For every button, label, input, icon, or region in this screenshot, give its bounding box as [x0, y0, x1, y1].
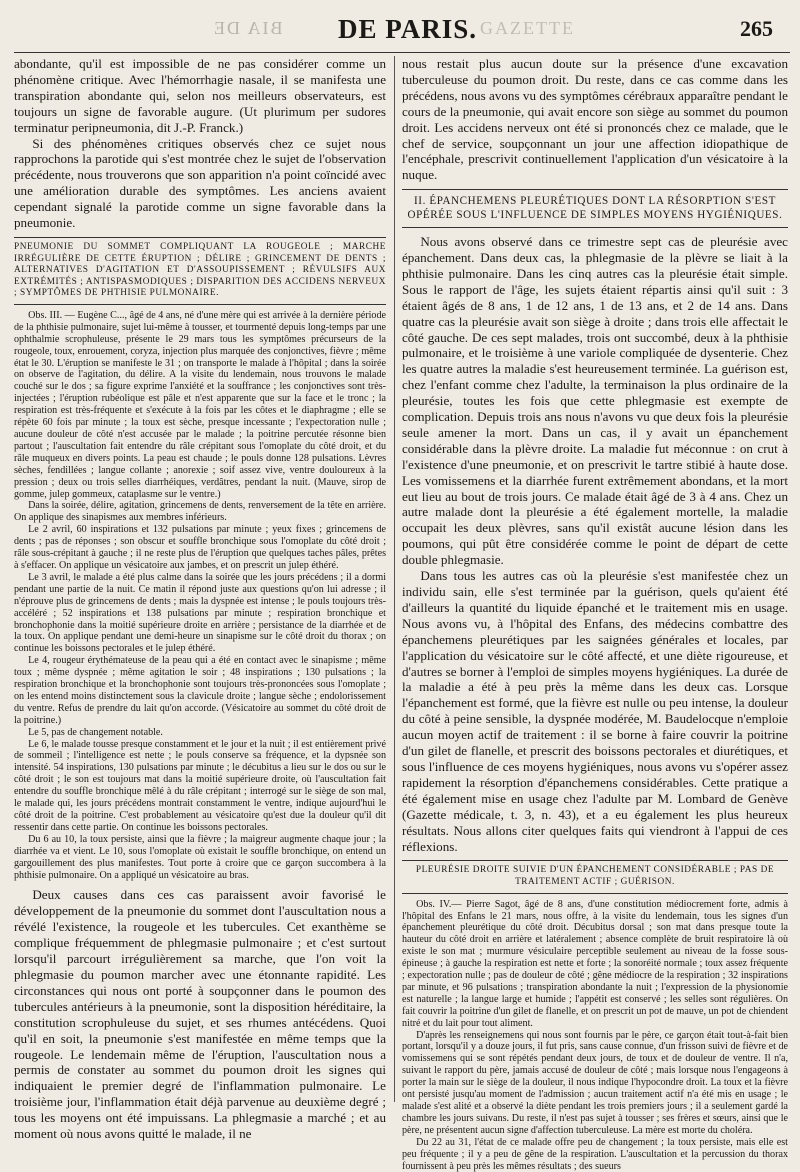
bleed-through-text-left: BIA DE — [212, 18, 283, 38]
case-heading: PNEUMONIE DU SOMMET COMPLIQUANT LA ROUGEOLE ; MARCHE IRRÉGULIÈRE DE CETTE ÉRUPTION ; DÉLIRE ; GRINCEMENT DE DENTS ; ALTERNATIVES D'AGITATION ET D'ASSOUPISSEMENT ; RÉVULSIFS AUX EXTRÉMITÉS ; ANTISPASMODIQUES ; DISPARITION DES ACCIDENS NERVEUX ; SYMPTÔMES DE PHTHISIE PULMONAIRE. — [14, 241, 386, 299]
case-paragraph: Le 3 avril, le malade a été plus calme dans la soirée que les jours précédens ; il a dormi pendant une partie de la nuit. Ce matin il répond juste aux questions qu'on lui adresse ; il n'éprouve plus de grincemens de dents ; mais la dyspnée est intense ; le pouls toujours très-accéléré ; 52 inspirations et 138 pulsations par minute ; respiration bronchique et bronchophonie dans la moitié supérieure droite en arrière ; persistance de la diarrhée et de la toux. On applique pendant une demi-heure un sinapisme sur le côté droit du thorax ; on continue les boissons pectorales et le julep éthéré. — [14, 571, 386, 655]
paragraph: Nous avons observé dans ce trimestre sept cas de pleurésie avec épanchement. Dans deux cas, la phlegmasie de la plèvre se liait à la phthisie pulmonaire. Dans les cinq autres cas la pleurésie était simple. Sous le rapport de l'âge, les sujets étaient répartis ainsi qu'il suit : 3 étaient âgés de 8 ans, 1 de 12 ans, 1 de 13 ans, et 2 de 14 ans. Dans quatre cas la pleurésie avait son siège à droite ; dans trois elle affectait le côté gauche. De ces sept malades, trois ont succombé, deux à la phthisie pulmonaire, et le troisième à une variole compliquée de dysenterie. Chez les quatre autres la maladie s'est heureusement terminée. La guérison est, chez l'enfant comme chez l'adulte, la terminaison la plus ordinaire de la pleurésie, toutes les fois que cette phlegmasie est exempte de complication. Depuis trois ans nous n'avons vu que deux fois la pleurésie seule amener la mort. Dans un cas, il y avait un épanchement considérable dans la plèvre droite. La maladie fut méconnue : on crut à l'existence d'une pneumonie, et on prescrivit le tartre stibié à haute dose. Les vomissemens et la diarrhée furent extrêmement abondans, et la mort eut lieu au bout de trois jours. Ce malade était âgé de 3 à 4 ans. Chez un autre malade dont la pleurésie a été également mortelle, la maladie occupait les deux plèvres, sans qu'il existât aucune lésion dans les poumons, qui pût être considérée comme le point de départ de cette double phlegmasie. — [402, 234, 788, 568]
case-paragraph: Le 4, rougeur érythémateuse de la peau qui a été en contact avec le sinapisme ; même toux ; même dyspnée ; même agitation le soir ; 48 inspirations ; 130 pulsations ; la respiration bronchique et la bronchophonie sont toujours très-prononcées sous l'omoplate ; on les entend moins distinctement sous la clavicule droite ; langue sèche ; endolorissement du ventre. Refus de prendre du lait qu'on accorde. (Vésicatoire au sommet du côté droit de la poitrine.) — [14, 655, 386, 726]
section-rule — [402, 893, 788, 894]
section-heading: II. ÉPANCHEMENS PLEURÉTIQUES DONT LA RÉSORPTION S'EST OPÉRÉE SOUS L'INFLUENCE DE SIMPLES MOYENS HYGIÉNIQUES. — [407, 195, 783, 221]
case-paragraph: Dans la soirée, délire, agitation, grincemens de dents, renversement de la tête en arrière. On applique des sinapismes aux membres inférieurs. — [14, 500, 386, 524]
section-rule — [14, 237, 386, 238]
case-paragraph: Le 6, le malade tousse presque constamment et le jour et la nuit ; il est entièrement privé de sommeil ; l'intelligence est nette ; le pouls conserve sa fréquence, et la dypsnée son intensité. 54 inspirations, 130 pulsations par minute ; le décubitus a lieu sur le dos ou sur le côté droit ; le son est toujours mat dans la moitié supérieure droite, où l'auscultation fait entendre du souffle bronchique mêlé à du râle crépitant ; interrogé sur le siège de son mal, le malade qui, les jours précédens montrait constamment le ventre, indique aujourd'hui le côté droit de la poitrine. C'est probablement au vésicatoire qu'est due la douleur qu'il dit ressentir dans cette partie. On continue les boissons pectorales. — [14, 738, 386, 833]
page-number: 265 — [740, 16, 773, 41]
section-rule — [402, 227, 788, 228]
section-rule — [14, 304, 386, 305]
page-header — [0, 6, 800, 46]
case-heading: PLEURÉSIE DROITE SUIVIE D'UN ÉPANCHEMENT CONSIDÉRABLE ; PAS DE TRAITEMENT ACTIF ; GUÉRISON. — [415, 865, 775, 887]
section-rule — [402, 189, 788, 190]
left-column — [14, 56, 386, 1142]
case-paragraph: Le 5, pas de changement notable. — [28, 726, 163, 738]
case-paragraph: Du 22 au 31, l'état de ce malade offre peu de changement ; la toux persiste, mais elle est peu fréquente ; il y a peu de gêne de la respiration. L'auscultation et la percussion du thorax fournissent à peu près les mêmes résultats ; des sueurs — [402, 1136, 788, 1172]
running-title: DE PARIS. — [338, 14, 478, 44]
case-paragraph: D'après les renseignemens qui nous sont fournis par le père, ce garçon était tout-à-fait bien portant, lorsqu'il y a douze jours, il fut pris, sans cause connue, d'un frisson suivi de fièvre et de vomissemens qui se sont répétés pendant deux jours, de toux et de douleur de ventre. Il n'a, suivant le rapport du père, jamais accusé de douleur de côté ; mais lorsque nous l'engageons à porter la main sur le siège de la douleur, il nous indique l'hypocondre droit. La toux et la fièvre ont persisté jusqu'au moment de l'admission ; aucun traitement actif n'a été mis en usage ; le malade s'est alité et a observé la diète pendant les trois premiers jours ; il a seulement gardé la chambre les jours suivans. Du reste, il n'est pas sujet à tousser ; ses frères et sœurs, ainsi que le père, ne présentent aucun signe d'affection tuberculeuse. La mère est morte du choléra. — [402, 1029, 788, 1136]
right-column — [402, 56, 788, 1172]
case-paragraph: Obs. III. — Eugène C..., âgé de 4 ans, né d'une mère qui est arrivée à la dernière période de la phthisie pulmonaire, sujet lui-même à tousser, et tourmenté depuis long-temps par une ophthalmie scrophuleuse, présente le 29 mars tous les symptômes précurseurs de la rougeole, toux, enrouement, coryza, injection plus marquée des conjonctives, fièvre ; même état le 30. L'éruption se manifeste le 31 ; on transporte le malade à l'hôpital ; dans la soirée on observe de l'agitation, du délire. A la visite du lendemain, nous trouvons le malade couché sur le dos ; sa figure exprime l'anxiété et la souffrance ; les conjonctives sont très-injectées ; l'éruption rubéolique est pâle et n'est apparente que sur la face et le tronc ; la respiration est très-fréquente et s'exécute à la fois par les côtes et le diaphragme ; elle se répète 60 fois par minute ; la toux est sèche, presque incessante ; l'expectoration nulle ; aucune douleur de côté n'est accusée par le malade ; la poitrine percutée résonne bien partout ; l'auscultation fait entendre du râle crépitant sous l'omoplate du côté droit, et du râle muqueux en divers points. La peau est chaude ; le pouls donne 128 pulsations. Lèvres sèches, fendillées ; langue collante ; anorexie ; soif assez vive, ventre douloureux à la pression ; deux ou trois selles diarrhéiques, verdâtres, pendant la nuit. (Mauve, sirop de gomme, julep gommeux, cataplasme sur le ventre.) — [14, 309, 386, 500]
paragraph: nous restait plus aucun doute sur la présence d'une excavation tuberculeuse du poumon droit. Du reste, dans ce cas comme dans les précédens, nous avons vu des symptômes cérébraux apparaître pendant le cours de la pneumonie, qui avait encore son siège au sommet du poumon droit. Les accidens nerveux ont été si prononcés chez ce malade, que le chef de service, soupçonnant un jour une affection idiopathique de l'encéphale, prescrivit continuellement l'application d'un vésicatoire à la nuque. — [402, 56, 788, 183]
header-rule — [14, 52, 790, 53]
paragraph: Dans tous les autres cas où la pleurésie s'est manifestée chez un individu sain, elle s'est terminée par la guérison, quels qu'aient été d'ailleurs la quantité du liquide épanché et le traitement mis en usage. Nous avons vu, à l'hôpital des Enfans, des médecins combattre des épanchemens pleurétiques par les saignées générales et locales, par l'application du vésicatoire sur le côté affecté, et une diète rigoureuse, et d'autres se borner à l'emploi de simples moyens hygiéniques. La durée de la maladie a été à peu près la même dans les deux cas. Lorsque l'épanchement est formé, que la fièvre est nulle ou peu intense, la douleur du côté à peine sensible, la dyspnée modérée, M. Baudelocque n'emploie aucun moyen actif de traitement : il se borne à faire couvrir la poitrine d'un gilet de flanelle, et prescrit des boissons pectorales et diurétiques, et sous l'influence de ces moyens hygiéniques, nous avons vu s'opérer assez rapidement la résorption d'épanchemens considérables. Cette pratique a été également mise en usage chez l'adulte par M. Lombard de Genève (Gazette médicale, t. 3, n. 43), et a eu également les plus heureux résultats. Nous allons citer quelques faits qui viendront à l'appui de ces réflexions. — [402, 568, 788, 854]
case-paragraph: Du 6 au 10, la toux persiste, ainsi que la fièvre ; la maigreur augmente chaque jour ; la diarrhée va et vient. Le 10, sous l'omoplate où existait le souffle bronchique, on entend un gargouillement des plus manifestes. Tout porte à croire que ce garçon succombera à la phthisie pulmonaire. On a appliqué un vésicatoire au bras. — [14, 833, 386, 881]
case-paragraph: Le 2 avril, 60 inspirations et 132 pulsations par minute ; yeux fixes ; grincemens de dents ; pas de réponses ; son obscur et souffle bronchique sous l'omoplate du côté droit ; râle sous-crépitant à gauche ; il ne reste plus de l'éruption que quelques taches pâles, prêtes à s'effacer. On applique un vésicatoire aux jambes, et on prescrit un julep éthéré. — [14, 524, 386, 571]
paragraph: abondante, qu'il est impossible de ne pas considérer comme un phénomène critique. Avec l'hémorrhagie nasale, il se manifesta une transpiration abondante qui, selon nos meilleurs observateurs, est toujours un signe de favorable augure. (Ut plurimum per sudores terminatur peripneumonia, dit J.-P. Franck.) — [14, 56, 386, 135]
case-paragraph: Obs. IV.— Pierre Sagot, âgé de 8 ans, d'une constitution médiocrement forte, admis à l'hôpital des Enfans le 21 mars, nous offre, à la visite du lendemain, tous les signes d'un épanchement pleurétique du côté droit. Décubitus dorsal ; son mat dans presque toute la hauteur du côté droit en arrière et latéralement ; absence complète de bruit respiratoire là où existe le son mat ; murmure vésiculaire perceptible seulement au niveau de la fosse sous-épineuse ; à gauche la respiration est nette et forte ; la sonoréité normale ; toux assez fréquente ; expectoration nulle ; pas de douleur de côté ; gêne médiocre de la respiration ; 32 inspirations par minute, et 96 pulsations ; transpiration abondante la nuit ; l'expression de la physionomie est naturelle ; la langue large et humide ; l'appétit est conservé ; les selles sont régulières. On fait couvrir la poitrine d'un gilet de flanelle, et on prescrit un pot de mauve, un pot de chiendent nitré et du lait pour tout aliment. — [402, 898, 788, 1029]
paragraph: Deux causes dans ces cas paraissent avoir favorisé le développement de la pneumonie du sommet dont l'auscultation nous a révélé l'existence, la rougeole et les tubercules. Cet exanthème se complique fréquemment de phlegmasie pulmonaire ; et c'est surtout lorsqu'il parcourt irrégulièrement sa marche, que l'on voit la phlegmasie du poumon marcher avec une étonnante rapidité. Les circonstances qui nous ont porté à soupçonner dans le poumon des tubercules antérieurs à la pneumonie, sont la disposition héréditaire, la constitution scrophuleuse du sujet, et ses rhumes antécédens. Quoi qu'il en soit, la pneumonie s'est manifestée en même temps que la rougeole. Le lendemain même de l'éruption, l'auscultation nous a permis de constater au sommet du poumon droit les signes qui indiquaient le premier degré de l'inflammation pulmonaire. Le troisième jour, l'inflammation était déjà parvenue au deuxième degré ; tous les moyens ont été impuissans. La phlegmasie a marché ; et au moment où nous avons quitté le malade, il ne — [14, 887, 386, 1142]
section-rule — [402, 860, 788, 861]
paragraph: Si des phénomènes critiques observés chez ce sujet nous rapprochons la parotide qui s'est montrée chez le sujet de l'observation précédente, nous trouverons que son apparition n'a point coïncidé avec une amélioration durable des symptômes. Les anciens avaient cependant signalé la parotide comme un signe favorable dans la pneumonie. — [14, 135, 386, 231]
bleed-through-text-right: GAZETTE — [480, 18, 575, 38]
column-divider — [394, 56, 395, 1102]
